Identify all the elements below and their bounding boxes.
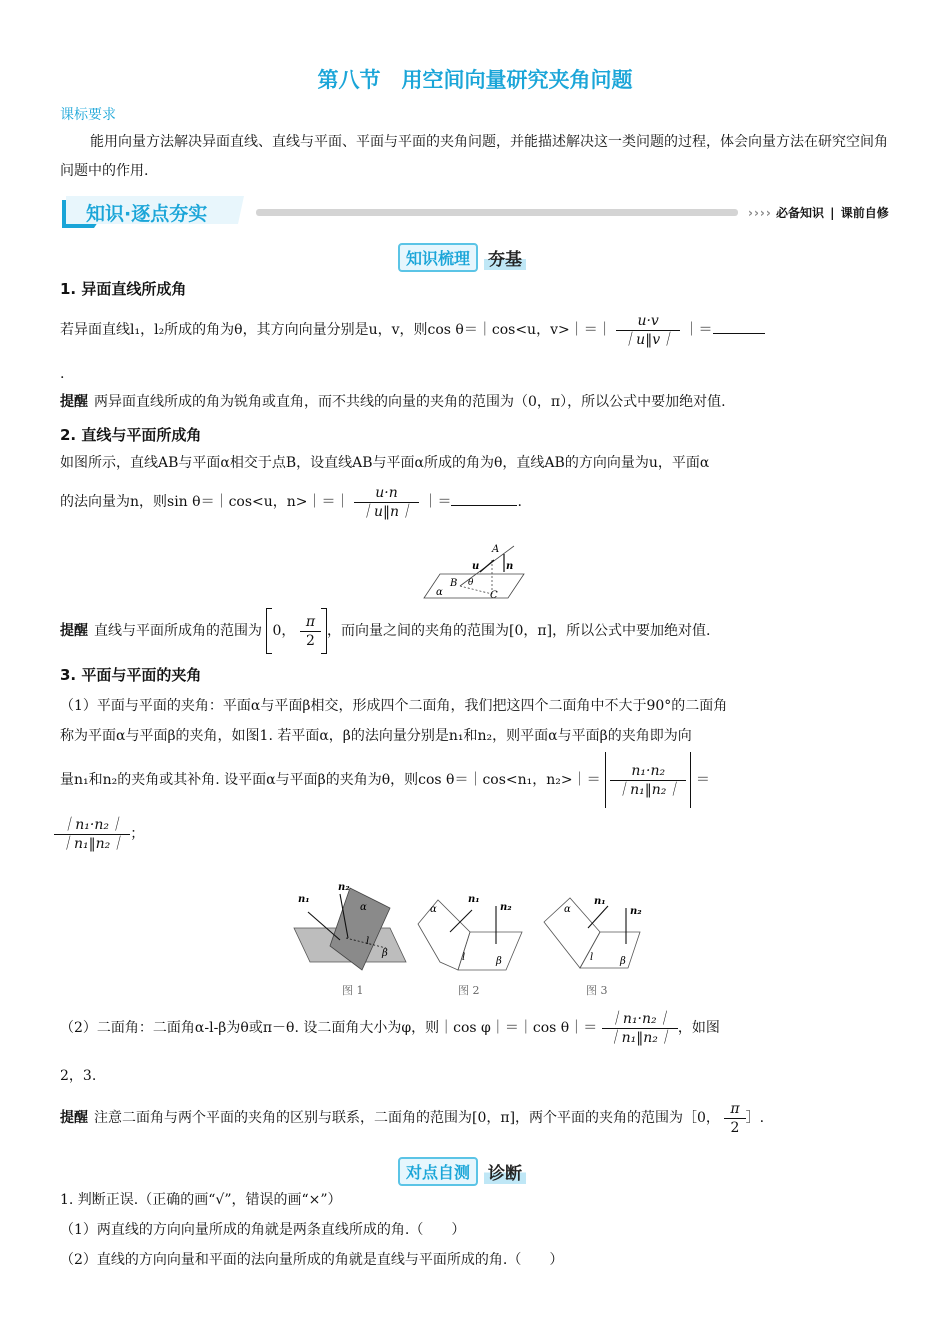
s1-tip-text: 两异面直线所成的角为锐角或直角，而不共线的向量的夹角的范围为（0，π），所以公式中要加绝对值.	[94, 394, 726, 410]
s1-end: .	[60, 366, 65, 382]
fig3-l: l	[590, 952, 594, 963]
fig2-n1: n₁	[468, 894, 480, 905]
s1-text: 若异面直线l₁，l₂所成的角为θ，其方向向量分别是u，v，则cos θ＝｜cos<u，v>｜＝｜	[60, 322, 612, 338]
banner-subtitle-right: 课前自修	[840, 206, 889, 220]
s2-tip-fraction	[300, 613, 321, 650]
s3-tip-end: ］.	[745, 1110, 765, 1126]
section-check-box: 对点自测	[398, 1157, 478, 1186]
s1-answer-blank[interactable]	[713, 319, 765, 334]
fig1-n2: n₂	[338, 882, 350, 893]
fig1-l: l	[366, 936, 370, 947]
fig3-alpha: α	[564, 904, 571, 915]
line-plane-figure	[420, 540, 530, 602]
figure-3	[544, 896, 642, 997]
fig-label-A: A	[492, 544, 500, 555]
fig1-n1: n₁	[298, 894, 310, 905]
fig2-beta: β	[496, 956, 502, 967]
s3-abs-fraction	[605, 752, 691, 808]
s3-frac-den-abs: ｜n₁‖n₂｜	[54, 834, 130, 853]
s2-frac-den: ｜u‖n｜	[354, 502, 419, 521]
fig-label-u: u	[472, 561, 480, 572]
s2-formula-line	[60, 482, 890, 522]
s3-p1-line3: 量n₁和n₂的夹角或其补角. 设平面α与平面β的夹角为θ，则cos θ＝｜cos<n₁，n₂>｜＝	[60, 772, 601, 788]
s3-p2-line2: 2，3.	[60, 1068, 97, 1084]
s3-fraction-abs	[54, 816, 130, 853]
requirements-text: 能用向量方法解决异面直线、直线与平面、平面与平面的夹角问题，并能描述解决这一类问题的过程，体会向量方法在研究空间角问题中的作用.	[60, 134, 888, 179]
dihedral-figures	[290, 880, 690, 1000]
s3-semicolon: ；	[130, 826, 145, 842]
s3-p2-line	[60, 1008, 890, 1048]
s3-p2-text: （2）二面角：二面角α-l-β为θ或π－θ. 设二面角大小为φ，则｜cos φ｜＝｜cos θ｜＝	[60, 1020, 598, 1036]
s3-formula-line	[60, 752, 890, 808]
s3-p2-fraction	[602, 1010, 678, 1047]
figure-2	[418, 894, 522, 997]
s1-heading: 1. 异面直线所成角	[60, 280, 187, 298]
fig3-n1: n₁	[594, 896, 606, 907]
s3-frac-num: n₁·n₂	[631, 762, 666, 779]
s2-tip-range: 0，	[272, 623, 296, 639]
s2-tip-a: 直线与平面所成角的范围为	[94, 623, 262, 639]
fig-label-alpha: α	[436, 587, 443, 598]
section-tag-knowledge	[398, 244, 526, 270]
s2-answer-blank[interactable]	[451, 491, 517, 506]
s3-p2-frac-den: ｜n₁‖n₂｜	[602, 1028, 678, 1047]
s1-tip-label: 提醒	[60, 394, 88, 410]
s3-p1-line2: 称为平面α与平面β的夹角，如图1. 若平面α，β的法向量分别是n₁和n₂，则平面α与平面β的夹角即为向	[60, 728, 692, 744]
banner-title: 知识·逐点夯实	[86, 203, 208, 225]
s2-tip-b: ，而向量之间的夹角的范围为[0，π]，所以公式中要加绝对值.	[327, 623, 711, 639]
s1-frac-den: ｜u‖v｜	[616, 330, 680, 349]
fig2-alpha: α	[430, 904, 437, 915]
s3-p2-after: ，如图	[677, 1020, 720, 1036]
s3-tip-pi: π	[730, 1100, 740, 1117]
figure-1	[294, 882, 406, 997]
banner-arrows-icon: ››››	[748, 206, 772, 220]
fig-label-B: B	[450, 578, 458, 589]
section-tag-box: 知识梳理	[398, 243, 478, 272]
s3-formula-line2	[60, 812, 890, 856]
s3-heading: 3. 平面与平面的夹角	[60, 666, 202, 684]
s3-fraction	[610, 762, 686, 799]
s3-frac-den: ｜n₁‖n₂｜	[610, 780, 686, 799]
section-banner	[58, 196, 889, 232]
s3-tip-fraction	[724, 1100, 745, 1137]
s3-tip-two: 2	[724, 1118, 745, 1137]
s2-after: ｜＝	[423, 494, 452, 510]
section-check-tail: 诊断	[484, 1159, 526, 1184]
fig3-beta: β	[620, 956, 626, 967]
page-title: 第八节 用空间向量研究夹角问题	[317, 68, 633, 92]
banner-subtitle-left: 必备知识	[775, 206, 824, 220]
s1-formula-line	[60, 310, 890, 350]
q1-item-2: （2）直线的方向向量和平面的法向量所成的角就是直线与平面所成的角.（ ）	[60, 1252, 564, 1268]
fig1-alpha: α	[360, 902, 367, 913]
s3-p2-frac-num: ｜n₁·n₂｜	[608, 1010, 671, 1027]
q1-heading: 1. 判断正误.（正确的画“√”，错误的画“×”）	[60, 1192, 342, 1208]
s2-tip-label: 提醒	[60, 623, 88, 639]
s2-heading: 2. 直线与平面所成角	[60, 426, 202, 444]
requirements-label: 课标要求	[60, 107, 116, 123]
s2-fraction	[354, 484, 419, 521]
fig1-beta: β	[382, 948, 388, 959]
s3-tip-label: 提醒	[60, 1110, 88, 1126]
s2-tip-pi: π	[305, 613, 316, 630]
s1-frac-num: u·v	[637, 312, 659, 329]
s3-tip	[60, 1096, 890, 1140]
s3-tip-a: 注意二面角与两个平面的夹角的区别与联系，二面角的范围为[0，π]，两个平面的夹角的范围为［0，	[94, 1110, 720, 1126]
section-tag-check	[398, 1158, 526, 1184]
s1-tip	[60, 388, 890, 417]
fig1-caption: 图 1	[342, 984, 364, 997]
fig2-l: l	[462, 952, 466, 963]
s1-after: ｜＝	[684, 322, 713, 338]
fig-label-theta: θ	[468, 578, 474, 588]
fig2-caption: 图 2	[458, 984, 480, 997]
s2-frac-num: u·n	[375, 484, 398, 501]
s2-text1: 如图所示，直线AB与平面α相交于点B，设直线AB与平面α所成的角为θ，直线AB的方向向量为u，平面α	[60, 455, 710, 471]
s2-tip-two: 2	[300, 631, 321, 650]
s2-text2: 的法向量为n，则sin θ＝｜cos<u，n>｜＝｜	[60, 494, 350, 510]
q1-item-1: （1）两直线的方向向量所成的角就是两条直线所成的角.（ ）	[60, 1222, 466, 1238]
s3-eq: ＝	[695, 772, 710, 788]
fig2-n2: n₂	[500, 902, 512, 913]
fig-label-C: C	[490, 590, 498, 601]
banner-subtitle: ›››› 必备知识 | 课前自修	[748, 206, 889, 220]
s2-tip	[60, 608, 890, 654]
fig3-caption: 图 3	[586, 984, 608, 997]
banner-divider	[256, 209, 738, 216]
s3-p1-line1: （1）平面与平面的夹角：平面α与平面β相交，形成四个二面角，我们把这四个二面角中不大于90°的二面角	[60, 698, 728, 714]
fig-label-n: n	[506, 561, 514, 572]
s2-end: .	[517, 494, 522, 510]
fig3-n2: n₂	[630, 906, 642, 917]
s3-frac-num-abs: ｜n₁·n₂｜	[61, 816, 123, 833]
section-tag-tail: 夯基	[484, 245, 526, 270]
s1-fraction	[616, 312, 680, 349]
